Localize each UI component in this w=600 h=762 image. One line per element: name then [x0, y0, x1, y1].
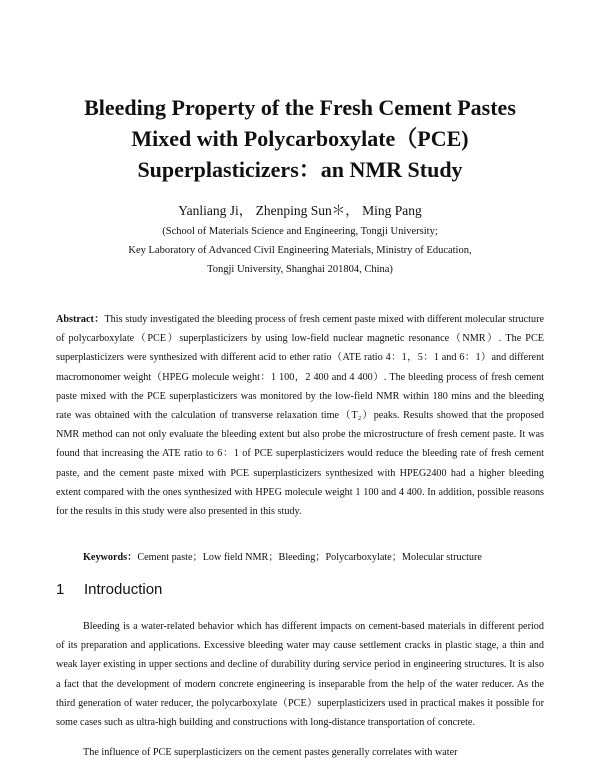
affiliation-line-2: Key Laboratory of Advanced Civil Engineering Materials, Ministry of Education, [128, 245, 472, 256]
abstract-text: This study investigated the bleeding process of fresh cement paste mixed with different molecular structure of polycarboxylate（PCE）superplasticizers by using low-field nuclear magnetic resonance（NMR）. The PCE superplasticizers were synthesized with different acid to ether ratio（ATE ratio 4：1，5：1 and 6：1）and different macromonomer weight（HPEG molecule weight：1 100，2 400 and 4 400）. The bleeding process of fresh cement paste mixed with the PCE superplasticizers was monitored by the low-field NMR within 180 mins and the bleeding rate was obtained with the calculation of transverse relaxation time（T₂）peaks. Results showed that the proposed NMR method can not only evaluate the bleeding extent but also probe the microstructure of fresh cement paste. It was found that increasing the ATE ratio to 6：1 of PCE superplasticizers would reduce the bleeding rate of fresh cement paste, and the cement paste mixed with PCE superplasticizers synthesized with HPEG2400 had a higher bleeding extent compared with the ones synthesized with HPEG molecule weight 1 100 and 4 400. In addition, possible reasons for the results in this study were also presented in this study. [56, 314, 544, 518]
title-line-2: Mixed with Polycarboxylate（PCE) [131, 126, 469, 151]
affiliation-line-3: Tongji University, Shanghai 201804, China) [207, 264, 393, 275]
paper-title [40, 92, 560, 185]
section-title: Introduction [84, 581, 163, 598]
keywords-label: Keywords： [83, 552, 138, 563]
author-list: Yanliang Ji， Zhenping Sun＊， Ming Pang [178, 203, 422, 218]
keywords [56, 548, 544, 567]
intro-paragraph-1: Bleeding is a water-related behavior which has different impacts on cement-based materials in different period of its preparation and applications. Excessive bleeding water may cause settlement cracks in plastic stage, a thin and weak layer existing in upper sections and decline of durability during service period in engineering structures. It is also a fact that the development of modern concrete engineering is inseparable from the help of the water reducer. As the third generation of water reducer, the polycarboxylate（PCE）superplasticizers used in practical makes it possible for some cases such as ultra-high building and constructions with long-distance transportation of concrete. [56, 621, 544, 729]
abstract [56, 310, 544, 521]
title-line-1: Bleeding Property of the Fresh Cement Pastes [84, 95, 516, 120]
title-line-3: Superplasticizers：an NMR Study [137, 157, 463, 182]
affiliation-line-1: (School of Materials Science and Engineering, Tongji University; [162, 226, 438, 237]
keywords-text: Cement paste；Low field NMR；Bleeding；Polycarboxylate；Molecular structure [137, 552, 482, 563]
affiliation [40, 222, 560, 279]
section-heading [56, 580, 162, 600]
section-number: 1 [56, 581, 65, 598]
intro-paragraph-2: The influence of PCE superplasticizers on the cement pastes generally correlates with water [83, 747, 458, 758]
abstract-label: Abstract： [56, 314, 105, 325]
